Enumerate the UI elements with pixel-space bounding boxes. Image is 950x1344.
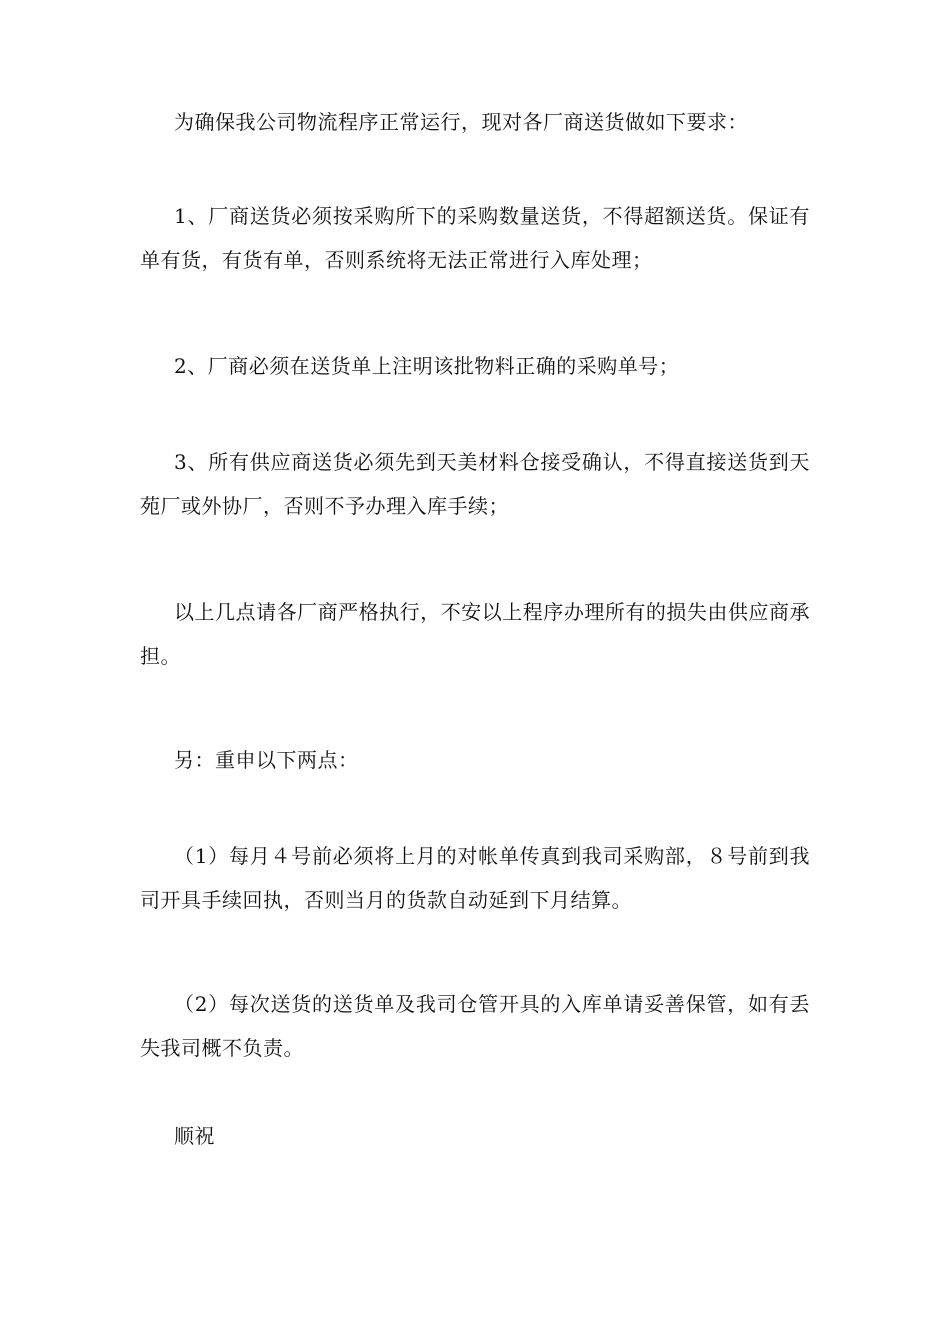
- requirement-2-paragraph: 2、厂商必须在送货单上注明该批物料正确的采购单号；: [174, 354, 680, 378]
- requirement-1-paragraph: 1、厂商送货必须按采购所下的采购数量送货，不得超额送货。保证有单有货，有货有单，否则系统将无法正常进行入库处理；: [140, 204, 810, 272]
- point-2-paragraph: （2）每次送货的送货单及我司仓管开具的入库单请妥善保管，如有丢失我司概不负责。: [140, 992, 810, 1060]
- point-1-paragraph: （1）每月４号前必须将上月的对帐单传真到我司采购部，８号前到我司开具手续回执，否则当月的货款自动延到下月结算。: [140, 844, 810, 912]
- requirement-3-paragraph: 3、所有供应商送货必须先到天美材料仓接受确认，不得直接送货到天苑厂或外协厂，否则不予办理入库手续；: [140, 450, 810, 518]
- intro-paragraph: 为确保我公司物流程序正常运行，现对各厂商送货做如下要求：: [174, 110, 748, 134]
- closing-greeting: 顺祝: [174, 1124, 215, 1148]
- additional-points-heading: 另：重申以下两点：: [174, 748, 359, 772]
- compliance-paragraph: 以上几点请各厂商严格执行，不安以上程序办理所有的损失由供应商承担。: [140, 600, 810, 668]
